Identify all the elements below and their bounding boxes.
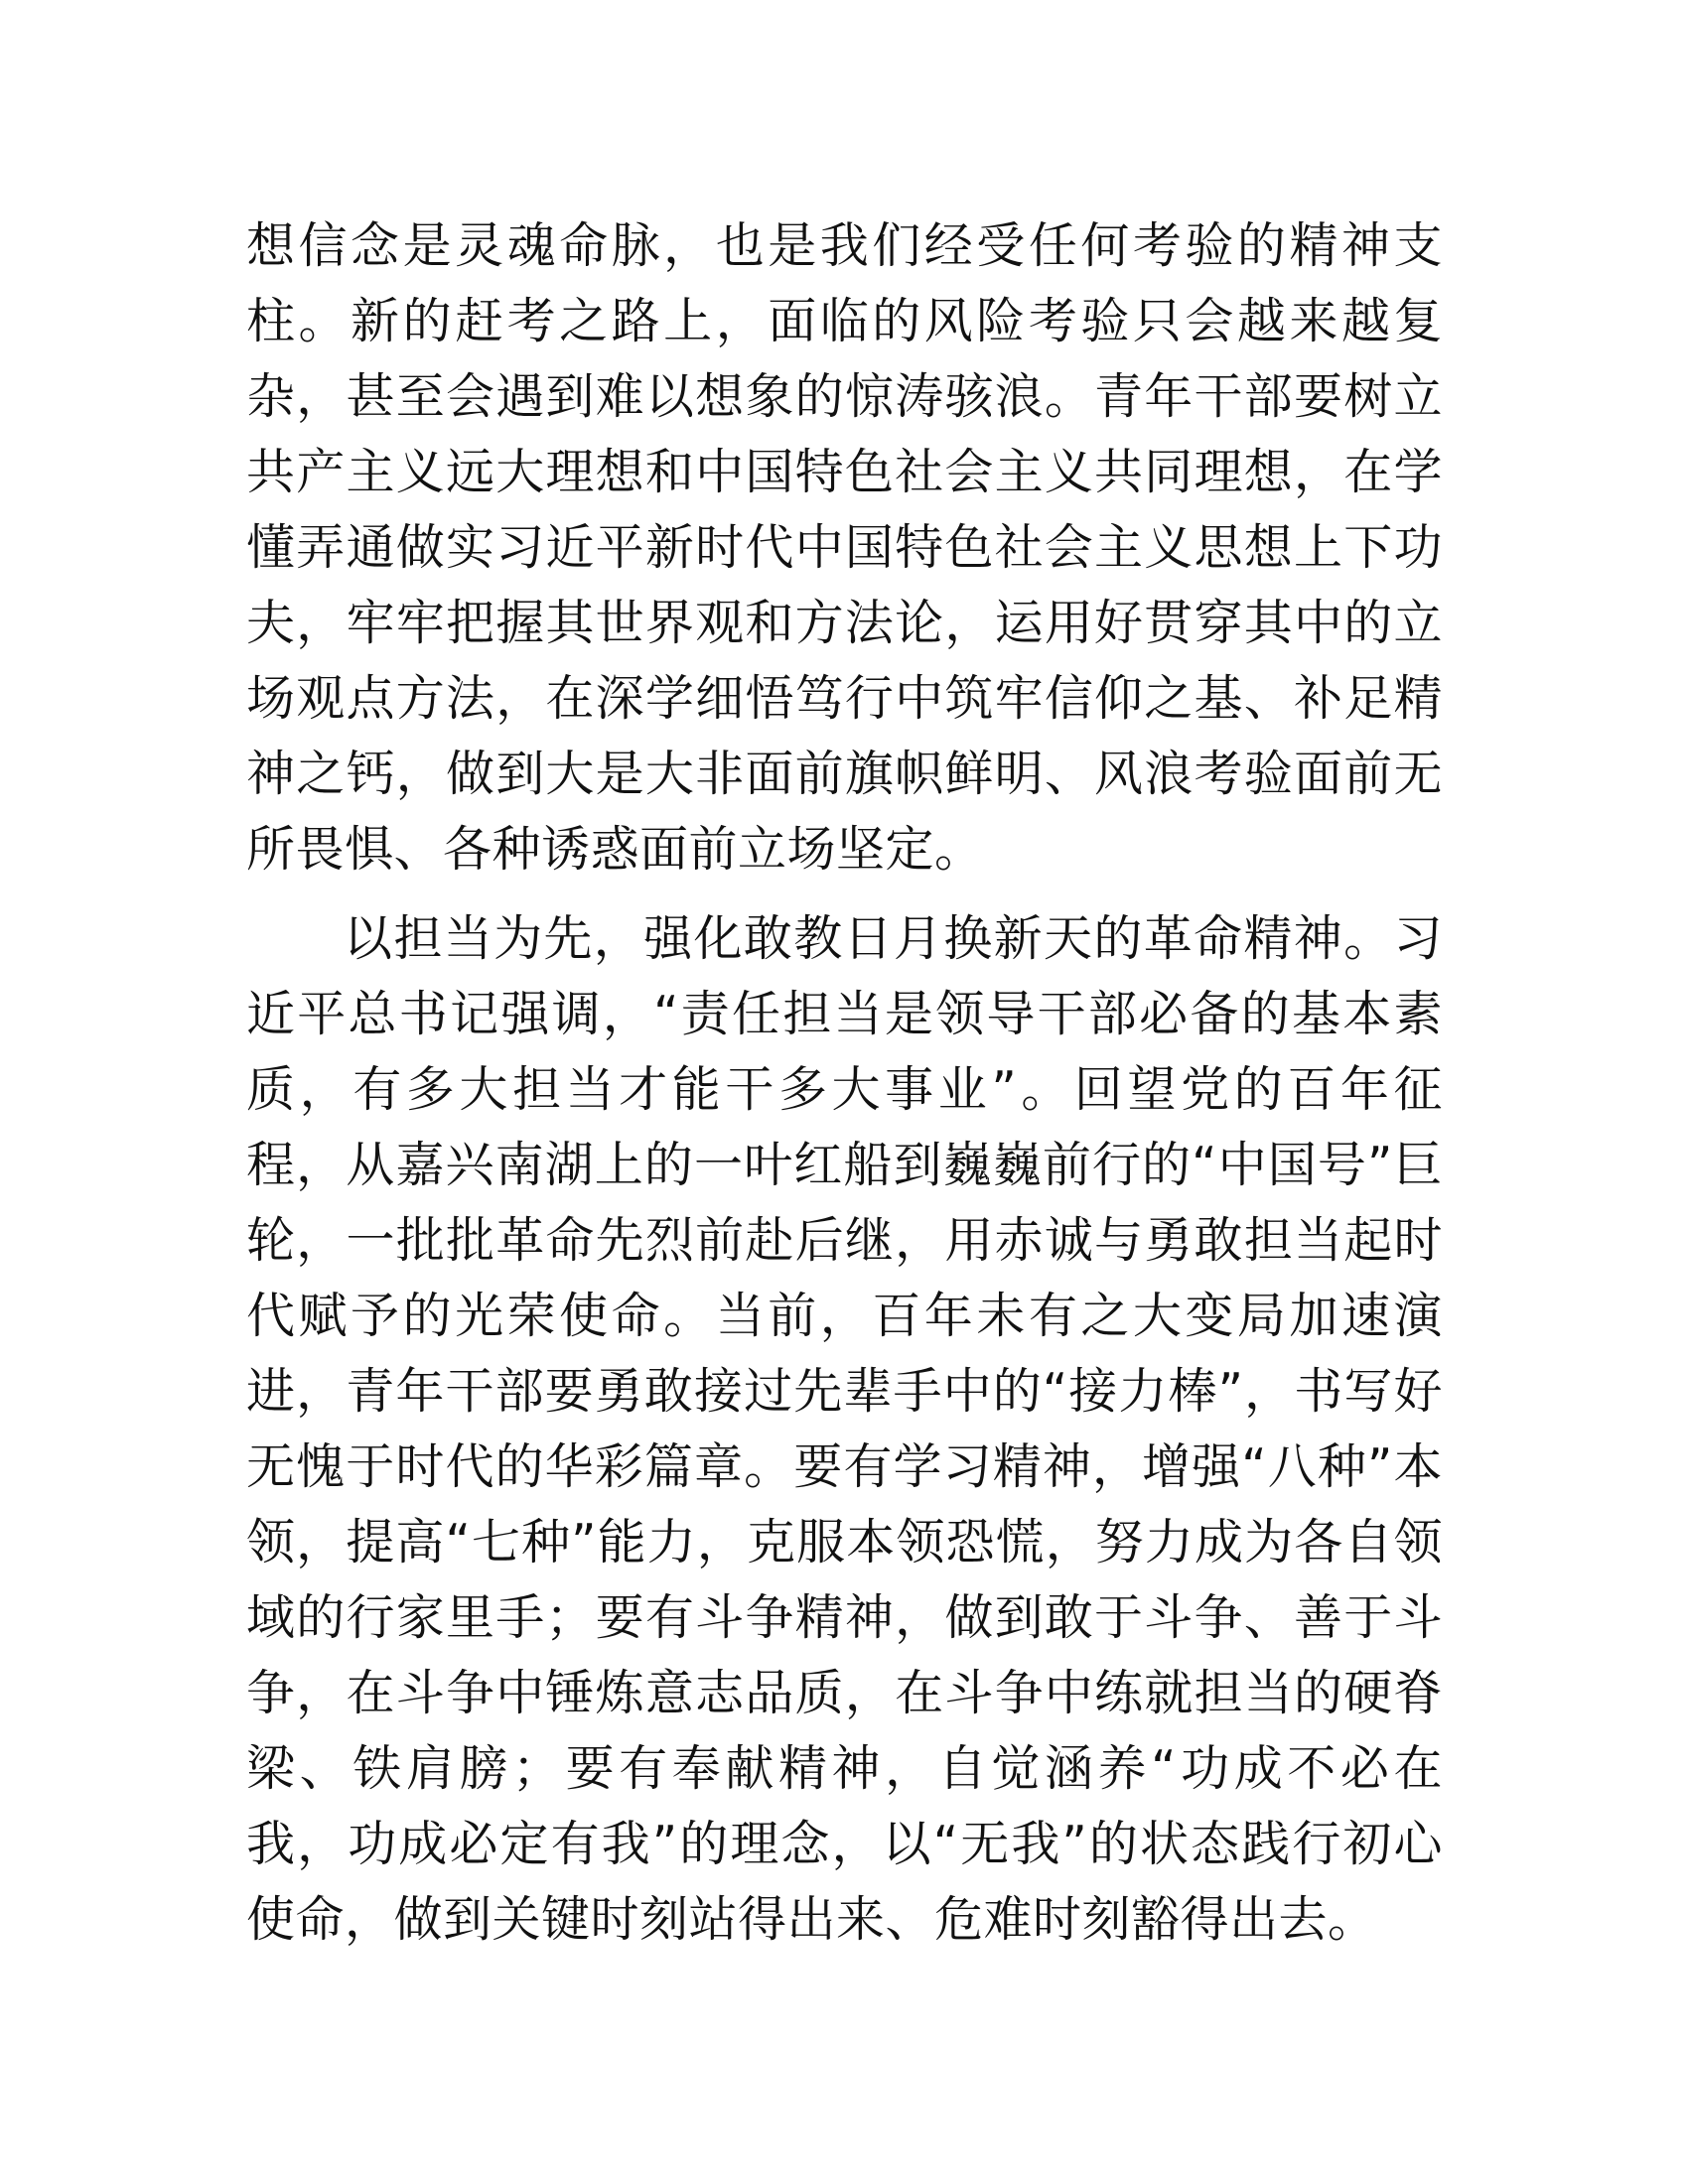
paragraph-continued: 想信念是灵魂命脉，也是我们经受任何考验的精神支柱。新的赶考之路上，面临的风险考验只会越来越复杂，甚至会遇到难以想象的惊涛骇浪。青年干部要树立共产主义远大理想和中国特色社会主义共同理想，在学懂弄通做实习近平新时代中国特色社会主义思想上下功夫，牢牢把握其世界观和方法论，运用好贯穿其中的立场观点方法，在深学细悟笃行中筑牢信仰之基、补足精神之钙，做到大是大非面前旗帜鲜明、风浪考验面前无所畏惧、各种诱惑面前立场坚定。: [246, 217, 1443, 878]
paragraph-responsibility: 以担当为先，强化敢教日月换新天的革命精神。习近平总书记强调，“责任担当是领导干部必备的基本素质，有多大担当才能干多大事业”。回望党的百年征程，从嘉兴南湖上的一叶红船到巍巍前行的“中国号”巨轮，一批批革命先烈前赴后继，用赤诚与勇敢担当起时代赋予的光荣使命。当前，百年未有之大变局加速演进，青年干部要勇敢接过先辈手中的“接力棒”，书写好无愧于时代的华彩篇章。要有学习精神，增强“八种”本领，提高“七种”能力，克服本领恐慌，努力成为各自领域的行家里手；要有斗争精神，做到敢于斗争、善于斗争，在斗争中锤炼意志品质，在斗争中练就担当的硬脊梁、铁肩膀；要有奉献精神，自觉涵养“功成不必在我，功成必定有我”的理念，以“无我”的状态践行初心使命，做到关键时刻站得出来、危难时刻豁得出去。: [246, 910, 1443, 1948]
body-text: [246, 208, 1443, 1958]
